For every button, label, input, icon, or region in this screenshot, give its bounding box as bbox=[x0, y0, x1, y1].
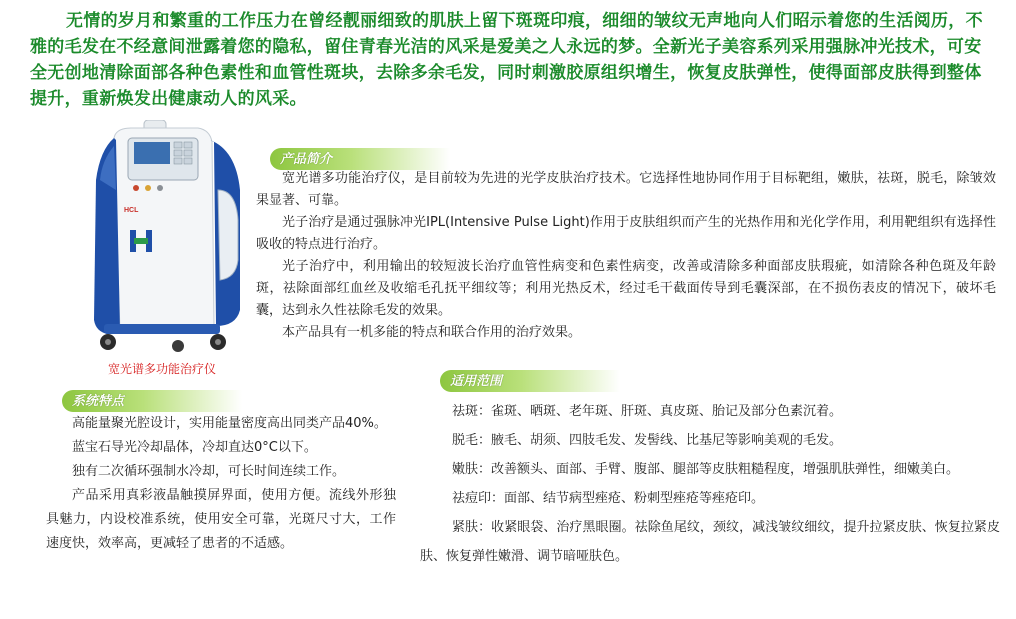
paragraph: 祛痘印：面部、结节病型痤疮、粉刺型痤疮等痤疮印。 bbox=[452, 491, 765, 506]
section-title: 适用范围 bbox=[450, 374, 503, 389]
section-tag-features bbox=[62, 390, 242, 412]
paragraph: 光子治疗中，利用输出的较短波长治疗血管性病变和色素性病变，改善或清除多种面部皮肤瑕疵，如清除各种色斑及年龄斑，祛除面部红血丝及收缩毛孔抚平细纹等；利用光热反术，经过毛干截面传导到毛囊深部，在不损伤表皮的情况下，破坏毛囊，达到永久性祛除毛发的效果。 bbox=[256, 259, 996, 318]
paragraph: 高能量聚光腔设计，实用能量密度高出同类产品40%。 bbox=[72, 416, 387, 431]
paragraph: 光子治疗是通过强脉冲光IPL(Intensive Pulse Light)作用于皮肤组织而产生的光热作用和光化学作用，利用靶组织有选择性吸收的特点进行治疗。 bbox=[256, 215, 996, 252]
paragraph: 本产品具有一机多能的特点和联合作用的治疗效果。 bbox=[282, 325, 582, 340]
ipl-machine-illustration bbox=[86, 120, 246, 360]
paragraph: 祛斑：雀斑、晒斑、老年斑、肝斑、真皮斑、胎记及部分色素沉着。 bbox=[452, 404, 843, 419]
device-image bbox=[86, 120, 246, 360]
intro-paragraph: 无情的岁月和繁重的工作压力在曾经靓丽细致的肌肤上留下斑斑印痕，细细的皱纹无声地向人们昭示着您的生活阅历，不雅的毛发在不经意间泄露着您的隐私，留住青春光洁的风采是爱美之人永远的梦。全新光子美容系列采用强脉冲光技术，可安全无创地清除面部各种色素性和血管性斑块，去除多余毛发，同时刺激胶原组织增生，恢复皮肤弹性，使得面部皮肤得到整体提升，重新焕发出健康动人的风采。 bbox=[30, 11, 983, 109]
section-tag-product-intro bbox=[270, 148, 450, 170]
paragraph: 脱毛：腋毛、胡须、四肢毛发、发髻线、比基尼等影响美观的毛发。 bbox=[452, 433, 843, 448]
device-caption: 宽光谱多功能治疗仪 bbox=[107, 362, 216, 376]
paragraph: 紧肤：收紧眼袋、治疗黑眼圈。祛除鱼尾纹，颈纹，减浅皱纹细纹，提升拉紧皮肤、恢复拉紧皮肤、恢复弹性嫩滑、调节暗哑肤色。 bbox=[420, 520, 1000, 564]
section-title: 产品简介 bbox=[280, 152, 333, 167]
paragraph: 产品采用真彩液晶触摸屏界面，使用方便。流线外形独具魅力，内设校准系统，使用安全可靠，光斑尺寸大，工作速度快，效率高，更减轻了患者的不适感。 bbox=[46, 488, 396, 551]
applications-body bbox=[420, 397, 1000, 571]
features-body bbox=[46, 412, 396, 556]
section-tag-applications bbox=[440, 370, 620, 392]
paragraph: 嫩肤：改善额头、面部、手臂、腹部、腿部等皮肤粗糙程度，增强肌肤弹性，细嫩美白。 bbox=[452, 462, 960, 477]
paragraph: 独有二次循环强制水冷却，可长时间连续工作。 bbox=[72, 464, 346, 479]
paragraph: 宽光谱多功能治疗仪，是目前较为先进的光学皮肤治疗技术。它选择性地协同作用于目标靶组，嫩肤，祛斑，脱毛，除皱效果显著、可靠。 bbox=[256, 171, 996, 208]
svg-text:HCL: HCL bbox=[124, 207, 139, 214]
section-title: 系统特点 bbox=[72, 394, 125, 409]
product-intro-body bbox=[256, 168, 996, 344]
paragraph: 蓝宝石导光冷却晶体，冷却直达0°C以下。 bbox=[72, 440, 317, 455]
